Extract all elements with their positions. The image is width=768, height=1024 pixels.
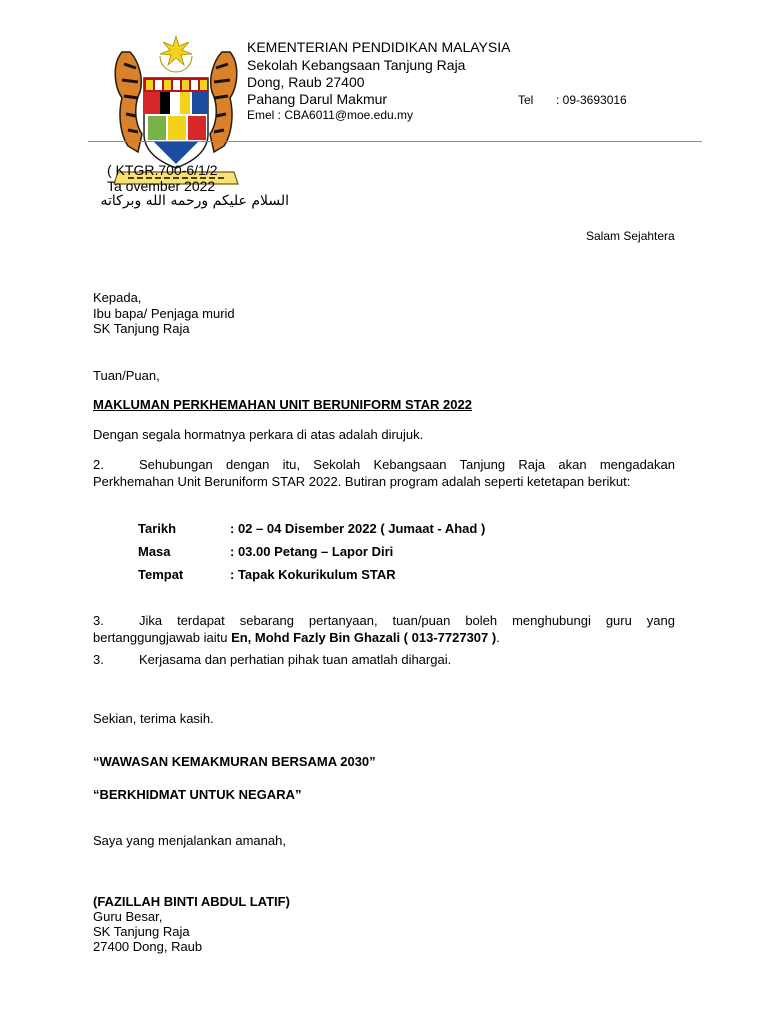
letter-subject: MAKLUMAN PERKHEMAHAN UNIT BERUNIFORM STAR 2022: [93, 397, 472, 412]
school-name: Sekolah Kebangsaan Tanjung Raja: [247, 57, 466, 73]
tel-label: Tel: [518, 93, 534, 107]
detail-value: : 03.00 Petang – Lapor Diri: [230, 544, 394, 559]
paragraph-2-number: 2.: [93, 457, 104, 472]
contact-person: En, Mohd Fazly Bin Ghazali ( 013-7727307 ): [231, 630, 497, 645]
letter-date: Ta ovember 2022: [107, 178, 216, 194]
detail-label: Tarikh: [138, 521, 177, 536]
closing-line: Sekian, terima kasih.: [93, 711, 214, 726]
arabic-greeting: السلام عليكم ورحمه الله وبركاته: [100, 193, 289, 209]
table-row: [138, 521, 485, 544]
table-row: [138, 567, 485, 590]
paragraph-3-number: 3.: [93, 613, 104, 628]
salutation: Tuan/Puan,: [93, 368, 160, 383]
paragraph-3-text: Jika terdapat sebarang pertanyaan, tuan/puan boleh menghubungi guru yang bertanggungjawab iaitu: [93, 613, 675, 645]
address-line-1: Dong, Raub 27400: [247, 74, 365, 90]
ministry-name: KEMENTERIAN PENDIDIKAN MALAYSIA: [247, 39, 511, 55]
reference-number: ( KTGR.700-6/1/2: [107, 162, 218, 178]
paragraph-4-number: 3.: [93, 652, 104, 667]
recipient-line-1: Kepada,: [93, 290, 142, 305]
address-line-2: Pahang Darul Makmur: [247, 91, 388, 107]
paragraph-3: [93, 612, 675, 646]
detail-label: Masa: [138, 544, 171, 559]
letterhead-divider: [88, 141, 702, 142]
detail-label: Tempat: [138, 567, 184, 582]
motto-wawasan: “WAWASAN KEMAKMURAN BERSAMA 2030”: [93, 754, 376, 769]
signatory-title: Guru Besar,: [93, 909, 163, 924]
email-line: Emel : CBA6011@moe.edu.my: [247, 108, 414, 122]
paragraph-4: [93, 651, 451, 668]
paragraph-2-text: Sehubungan dengan itu, Sekolah Kebangsaan Tanjung Raja akan mengadakan Perkhemahan Unit Beruniform STAR 2022. Butiran program adalah seperti ketetapan berikut:: [93, 457, 675, 489]
recipient-line-2: Ibu bapa/ Penjaga murid: [93, 306, 235, 321]
signatory-address: 27400 Dong, Raub: [93, 939, 203, 954]
trust-line: Saya yang menjalankan amanah,: [93, 833, 286, 848]
paragraph-1: Dengan segala hormatnya perkara di atas adalah dirujuk.: [93, 427, 424, 442]
detail-value: : 02 – 04 Disember 2022 ( Jumaat - Ahad ): [230, 521, 486, 536]
signatory-school: SK Tanjung Raja: [93, 924, 190, 939]
recipient-line-3: SK Tanjung Raja: [93, 321, 190, 336]
salam-sejahtera: Salam Sejahtera: [586, 229, 675, 243]
signatory-name: (FAZILLAH BINTI ABDUL LATIF): [93, 894, 290, 909]
program-details-table: [138, 521, 485, 590]
paragraph-2: [93, 456, 675, 490]
table-row: [138, 544, 485, 567]
paragraph-4-text: Kerjasama dan perhatian pihak tuan amatlah dihargai.: [139, 652, 452, 667]
motto-berkhidmat: “BERKHIDMAT UNTUK NEGARA”: [93, 787, 302, 802]
paragraph-3-end: .: [496, 630, 500, 645]
detail-value: : Tapak Kokurikulum STAR: [230, 567, 396, 582]
tel-value: : 09-3693016: [556, 93, 627, 107]
